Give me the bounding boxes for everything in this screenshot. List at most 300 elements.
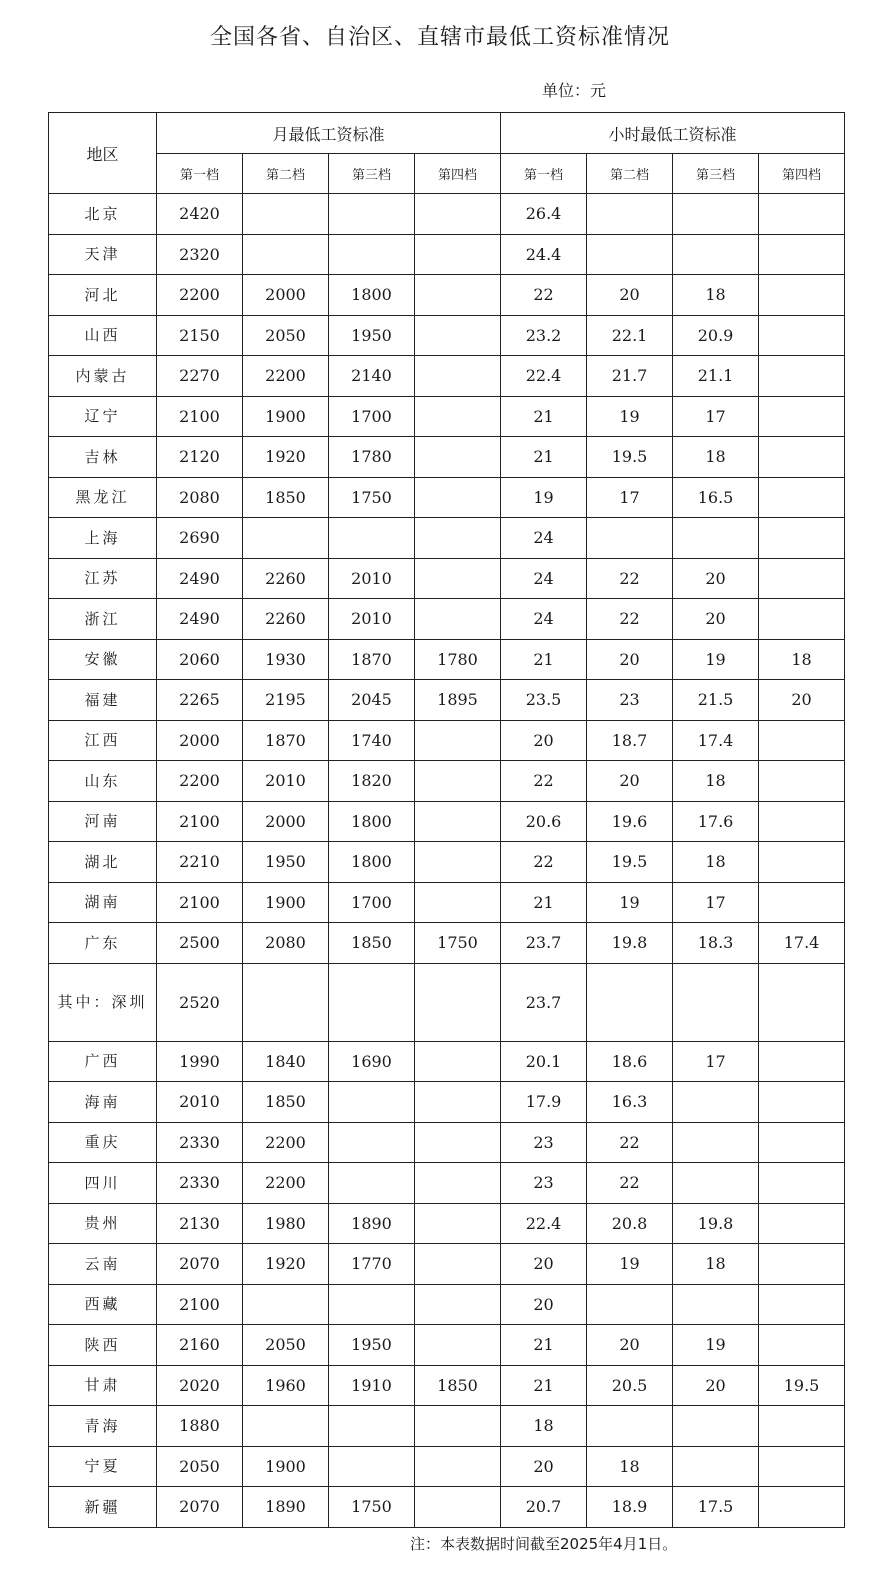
region-cell: 山西 bbox=[49, 315, 157, 356]
monthly-tier-3-cell bbox=[329, 1446, 415, 1487]
hourly-tier-3-cell: 21.5 bbox=[673, 680, 759, 721]
hourly-tier-4-cell bbox=[759, 1122, 845, 1163]
hourly-tier-2-cell: 21.7 bbox=[587, 356, 673, 397]
hourly-tier-4-cell bbox=[759, 882, 845, 923]
monthly-tier-3-cell bbox=[329, 1284, 415, 1325]
monthly-tier-4-cell: 1780 bbox=[415, 639, 501, 680]
table-row bbox=[49, 1446, 845, 1487]
header-region: 地区 bbox=[49, 113, 157, 194]
hourly-tier-1-cell: 22.4 bbox=[501, 356, 587, 397]
monthly-tier-4-cell bbox=[415, 234, 501, 275]
hourly-tier-3-cell: 19 bbox=[673, 1325, 759, 1366]
hourly-tier-1-cell: 23.5 bbox=[501, 680, 587, 721]
monthly-tier-3-cell: 1690 bbox=[329, 1041, 415, 1082]
monthly-tier-2-cell: 1950 bbox=[243, 842, 329, 883]
monthly-tier-1-cell: 1880 bbox=[157, 1406, 243, 1447]
region-cell: 江西 bbox=[49, 720, 157, 761]
monthly-tier-2-cell: 2200 bbox=[243, 356, 329, 397]
monthly-tier-3-cell: 1800 bbox=[329, 801, 415, 842]
hourly-tier-4-cell bbox=[759, 1041, 845, 1082]
hourly-tier-3-cell: 18 bbox=[673, 842, 759, 883]
monthly-tier-3-cell: 1800 bbox=[329, 275, 415, 316]
footnote: 注：本表数据时间截至2025年4月1日。 bbox=[410, 1535, 678, 1553]
hourly-tier-2-cell: 18.6 bbox=[587, 1041, 673, 1082]
monthly-tier-4-cell bbox=[415, 882, 501, 923]
region-cell: 重庆 bbox=[49, 1122, 157, 1163]
table-row bbox=[49, 1365, 845, 1406]
hourly-tier-1-cell: 21 bbox=[501, 1325, 587, 1366]
hourly-tier-1-cell: 22 bbox=[501, 842, 587, 883]
header-hourly-tier-2: 第二档 bbox=[587, 154, 673, 194]
region-cell: 四川 bbox=[49, 1163, 157, 1204]
hourly-tier-2-cell: 20 bbox=[587, 275, 673, 316]
table-row bbox=[49, 923, 845, 964]
hourly-tier-4-cell bbox=[759, 437, 845, 478]
table-row bbox=[49, 761, 845, 802]
monthly-tier-3-cell: 1950 bbox=[329, 1325, 415, 1366]
monthly-tier-1-cell: 2060 bbox=[157, 639, 243, 680]
minimum-wage-table bbox=[48, 112, 845, 1528]
monthly-tier-3-cell bbox=[329, 1082, 415, 1123]
monthly-tier-4-cell bbox=[415, 1487, 501, 1528]
hourly-tier-3-cell: 18 bbox=[673, 275, 759, 316]
header-monthly-tier-1: 第一档 bbox=[157, 154, 243, 194]
header-monthly-tier-3: 第三档 bbox=[329, 154, 415, 194]
hourly-tier-3-cell: 21.1 bbox=[673, 356, 759, 397]
monthly-tier-4-cell bbox=[415, 1446, 501, 1487]
hourly-tier-4-cell: 17.4 bbox=[759, 923, 845, 964]
monthly-tier-4-cell bbox=[415, 963, 501, 1041]
region-cell: 山东 bbox=[49, 761, 157, 802]
hourly-tier-2-cell: 22.1 bbox=[587, 315, 673, 356]
monthly-tier-2-cell bbox=[243, 1406, 329, 1447]
hourly-tier-3-cell: 18 bbox=[673, 437, 759, 478]
monthly-tier-2-cell bbox=[243, 234, 329, 275]
monthly-tier-4-cell bbox=[415, 1163, 501, 1204]
monthly-tier-3-cell: 1800 bbox=[329, 842, 415, 883]
monthly-tier-1-cell: 2000 bbox=[157, 720, 243, 761]
hourly-tier-1-cell: 18 bbox=[501, 1406, 587, 1447]
hourly-tier-4-cell bbox=[759, 396, 845, 437]
table-row bbox=[49, 396, 845, 437]
table-row bbox=[49, 801, 845, 842]
region-cell: 安徽 bbox=[49, 639, 157, 680]
hourly-tier-4-cell bbox=[759, 1082, 845, 1123]
monthly-tier-4-cell bbox=[415, 1041, 501, 1082]
monthly-tier-4-cell bbox=[415, 396, 501, 437]
hourly-tier-2-cell: 19.5 bbox=[587, 437, 673, 478]
monthly-tier-2-cell: 2050 bbox=[243, 315, 329, 356]
monthly-tier-2-cell: 1920 bbox=[243, 1244, 329, 1285]
table-row bbox=[49, 720, 845, 761]
monthly-tier-1-cell: 2490 bbox=[157, 558, 243, 599]
monthly-tier-3-cell bbox=[329, 963, 415, 1041]
monthly-tier-1-cell: 2100 bbox=[157, 801, 243, 842]
table-row bbox=[49, 1122, 845, 1163]
hourly-tier-3-cell: 18 bbox=[673, 1244, 759, 1285]
region-cell: 甘肃 bbox=[49, 1365, 157, 1406]
hourly-tier-4-cell bbox=[759, 1487, 845, 1528]
table-row bbox=[49, 1041, 845, 1082]
monthly-tier-1-cell: 2070 bbox=[157, 1244, 243, 1285]
hourly-tier-2-cell: 22 bbox=[587, 1122, 673, 1163]
monthly-tier-4-cell bbox=[415, 1406, 501, 1447]
table-row bbox=[49, 1163, 845, 1204]
table-row bbox=[49, 315, 845, 356]
region-cell: 内蒙古 bbox=[49, 356, 157, 397]
hourly-tier-1-cell: 22 bbox=[501, 275, 587, 316]
monthly-tier-4-cell bbox=[415, 1122, 501, 1163]
hourly-tier-3-cell: 20 bbox=[673, 558, 759, 599]
table-row bbox=[49, 437, 845, 478]
monthly-tier-3-cell bbox=[329, 194, 415, 235]
monthly-tier-4-cell bbox=[415, 842, 501, 883]
table-row bbox=[49, 1244, 845, 1285]
monthly-tier-1-cell: 2200 bbox=[157, 761, 243, 802]
monthly-tier-1-cell: 2320 bbox=[157, 234, 243, 275]
monthly-tier-3-cell: 1700 bbox=[329, 396, 415, 437]
hourly-tier-2-cell: 20 bbox=[587, 1325, 673, 1366]
hourly-tier-1-cell: 24.4 bbox=[501, 234, 587, 275]
hourly-tier-2-cell: 18.9 bbox=[587, 1487, 673, 1528]
header-monthly: 月最低工资标准 bbox=[157, 113, 501, 154]
hourly-tier-1-cell: 20 bbox=[501, 1284, 587, 1325]
monthly-tier-2-cell: 1850 bbox=[243, 1082, 329, 1123]
hourly-tier-2-cell: 19 bbox=[587, 882, 673, 923]
monthly-tier-1-cell: 2020 bbox=[157, 1365, 243, 1406]
hourly-tier-2-cell: 22 bbox=[587, 1163, 673, 1204]
monthly-tier-4-cell bbox=[415, 761, 501, 802]
monthly-tier-4-cell bbox=[415, 477, 501, 518]
table-row bbox=[49, 518, 845, 559]
monthly-tier-3-cell: 2010 bbox=[329, 599, 415, 640]
region-cell: 河南 bbox=[49, 801, 157, 842]
monthly-tier-2-cell: 1850 bbox=[243, 477, 329, 518]
hourly-tier-2-cell: 19.5 bbox=[587, 842, 673, 883]
monthly-tier-2-cell bbox=[243, 963, 329, 1041]
hourly-tier-4-cell bbox=[759, 599, 845, 640]
monthly-tier-1-cell: 2500 bbox=[157, 923, 243, 964]
hourly-tier-1-cell: 20 bbox=[501, 1244, 587, 1285]
hourly-tier-2-cell bbox=[587, 518, 673, 559]
monthly-tier-1-cell: 2120 bbox=[157, 437, 243, 478]
monthly-tier-1-cell: 2050 bbox=[157, 1446, 243, 1487]
region-cell: 福建 bbox=[49, 680, 157, 721]
monthly-tier-3-cell: 1950 bbox=[329, 315, 415, 356]
hourly-tier-3-cell bbox=[673, 1122, 759, 1163]
monthly-tier-4-cell bbox=[415, 720, 501, 761]
table-row bbox=[49, 639, 845, 680]
hourly-tier-3-cell: 20 bbox=[673, 1365, 759, 1406]
hourly-tier-1-cell: 23 bbox=[501, 1163, 587, 1204]
hourly-tier-2-cell: 19.8 bbox=[587, 923, 673, 964]
hourly-tier-4-cell bbox=[759, 720, 845, 761]
hourly-tier-1-cell: 24 bbox=[501, 599, 587, 640]
hourly-tier-1-cell: 21 bbox=[501, 1365, 587, 1406]
header-monthly-tier-4: 第四档 bbox=[415, 154, 501, 194]
monthly-tier-3-cell: 1770 bbox=[329, 1244, 415, 1285]
monthly-tier-1-cell: 2490 bbox=[157, 599, 243, 640]
hourly-tier-3-cell: 17.6 bbox=[673, 801, 759, 842]
unit-label: 单位：元 bbox=[542, 81, 607, 100]
monthly-tier-1-cell: 2420 bbox=[157, 194, 243, 235]
hourly-tier-4-cell: 20 bbox=[759, 680, 845, 721]
monthly-tier-1-cell: 2330 bbox=[157, 1163, 243, 1204]
hourly-tier-3-cell: 17 bbox=[673, 1041, 759, 1082]
hourly-tier-3-cell bbox=[673, 1284, 759, 1325]
hourly-tier-2-cell: 19 bbox=[587, 396, 673, 437]
table-row bbox=[49, 1284, 845, 1325]
monthly-tier-2-cell: 2200 bbox=[243, 1163, 329, 1204]
region-cell: 海南 bbox=[49, 1082, 157, 1123]
table-row bbox=[49, 680, 845, 721]
region-cell: 湖北 bbox=[49, 842, 157, 883]
hourly-tier-2-cell bbox=[587, 234, 673, 275]
hourly-tier-4-cell bbox=[759, 842, 845, 883]
hourly-tier-3-cell: 18 bbox=[673, 761, 759, 802]
monthly-tier-4-cell: 1895 bbox=[415, 680, 501, 721]
monthly-tier-3-cell: 1780 bbox=[329, 437, 415, 478]
hourly-tier-4-cell bbox=[759, 801, 845, 842]
region-cell: 天津 bbox=[49, 234, 157, 275]
region-cell: 其中：深圳 bbox=[49, 963, 157, 1041]
hourly-tier-4-cell bbox=[759, 315, 845, 356]
monthly-tier-1-cell: 1990 bbox=[157, 1041, 243, 1082]
table-row bbox=[49, 1487, 845, 1528]
monthly-tier-2-cell: 1840 bbox=[243, 1041, 329, 1082]
monthly-tier-1-cell: 2160 bbox=[157, 1325, 243, 1366]
hourly-tier-4-cell bbox=[759, 1325, 845, 1366]
table-row bbox=[49, 1082, 845, 1123]
hourly-tier-3-cell: 17.5 bbox=[673, 1487, 759, 1528]
hourly-tier-1-cell: 22 bbox=[501, 761, 587, 802]
region-cell: 贵州 bbox=[49, 1203, 157, 1244]
monthly-tier-2-cell: 1900 bbox=[243, 882, 329, 923]
hourly-tier-3-cell bbox=[673, 1406, 759, 1447]
hourly-tier-1-cell: 20.7 bbox=[501, 1487, 587, 1528]
hourly-tier-4-cell bbox=[759, 1163, 845, 1204]
hourly-tier-2-cell: 20 bbox=[587, 761, 673, 802]
monthly-tier-3-cell: 1820 bbox=[329, 761, 415, 802]
region-cell: 宁夏 bbox=[49, 1446, 157, 1487]
table-body bbox=[49, 194, 845, 1528]
hourly-tier-3-cell: 19.8 bbox=[673, 1203, 759, 1244]
monthly-tier-1-cell: 2150 bbox=[157, 315, 243, 356]
hourly-tier-2-cell: 20.5 bbox=[587, 1365, 673, 1406]
region-cell: 上海 bbox=[49, 518, 157, 559]
monthly-tier-1-cell: 2270 bbox=[157, 356, 243, 397]
monthly-tier-3-cell bbox=[329, 234, 415, 275]
hourly-tier-2-cell bbox=[587, 963, 673, 1041]
table-row bbox=[49, 234, 845, 275]
region-cell: 西藏 bbox=[49, 1284, 157, 1325]
monthly-tier-3-cell: 2140 bbox=[329, 356, 415, 397]
table-row bbox=[49, 1203, 845, 1244]
monthly-tier-2-cell: 2200 bbox=[243, 1122, 329, 1163]
hourly-tier-1-cell: 23.7 bbox=[501, 923, 587, 964]
monthly-tier-1-cell: 2210 bbox=[157, 842, 243, 883]
monthly-tier-2-cell: 2000 bbox=[243, 275, 329, 316]
monthly-tier-4-cell bbox=[415, 1203, 501, 1244]
monthly-tier-2-cell bbox=[243, 1284, 329, 1325]
monthly-tier-2-cell: 2010 bbox=[243, 761, 329, 802]
hourly-tier-4-cell bbox=[759, 761, 845, 802]
table-row bbox=[49, 842, 845, 883]
monthly-tier-4-cell bbox=[415, 356, 501, 397]
hourly-tier-2-cell: 19.6 bbox=[587, 801, 673, 842]
hourly-tier-3-cell: 17 bbox=[673, 396, 759, 437]
hourly-tier-2-cell: 19 bbox=[587, 1244, 673, 1285]
monthly-tier-1-cell: 2330 bbox=[157, 1122, 243, 1163]
hourly-tier-2-cell: 18.7 bbox=[587, 720, 673, 761]
monthly-tier-1-cell: 2100 bbox=[157, 882, 243, 923]
monthly-tier-3-cell bbox=[329, 518, 415, 559]
hourly-tier-2-cell: 22 bbox=[587, 558, 673, 599]
table-row bbox=[49, 558, 845, 599]
monthly-tier-1-cell: 2010 bbox=[157, 1082, 243, 1123]
hourly-tier-2-cell: 18 bbox=[587, 1446, 673, 1487]
table-row bbox=[49, 1406, 845, 1447]
monthly-tier-1-cell: 2265 bbox=[157, 680, 243, 721]
hourly-tier-2-cell: 20 bbox=[587, 639, 673, 680]
hourly-tier-1-cell: 23.2 bbox=[501, 315, 587, 356]
table-row bbox=[49, 599, 845, 640]
monthly-tier-1-cell: 2130 bbox=[157, 1203, 243, 1244]
monthly-tier-4-cell bbox=[415, 275, 501, 316]
header-monthly-tier-2: 第二档 bbox=[243, 154, 329, 194]
monthly-tier-4-cell bbox=[415, 1284, 501, 1325]
hourly-tier-4-cell bbox=[759, 558, 845, 599]
monthly-tier-2-cell: 2260 bbox=[243, 558, 329, 599]
monthly-tier-2-cell: 1930 bbox=[243, 639, 329, 680]
hourly-tier-1-cell: 23.7 bbox=[501, 963, 587, 1041]
table-row bbox=[49, 1325, 845, 1366]
monthly-tier-2-cell bbox=[243, 518, 329, 559]
monthly-tier-1-cell: 2200 bbox=[157, 275, 243, 316]
table-row bbox=[49, 194, 845, 235]
hourly-tier-2-cell bbox=[587, 194, 673, 235]
hourly-tier-4-cell bbox=[759, 275, 845, 316]
header-hourly-tier-3: 第三档 bbox=[673, 154, 759, 194]
region-cell: 云南 bbox=[49, 1244, 157, 1285]
monthly-tier-4-cell bbox=[415, 558, 501, 599]
monthly-tier-2-cell: 1870 bbox=[243, 720, 329, 761]
monthly-tier-4-cell bbox=[415, 1325, 501, 1366]
monthly-tier-3-cell: 1750 bbox=[329, 477, 415, 518]
hourly-tier-4-cell bbox=[759, 194, 845, 235]
hourly-tier-3-cell bbox=[673, 1082, 759, 1123]
monthly-tier-1-cell: 2100 bbox=[157, 396, 243, 437]
region-cell: 广东 bbox=[49, 923, 157, 964]
region-cell: 新疆 bbox=[49, 1487, 157, 1528]
hourly-tier-4-cell bbox=[759, 1284, 845, 1325]
hourly-tier-3-cell: 16.5 bbox=[673, 477, 759, 518]
monthly-tier-3-cell: 1870 bbox=[329, 639, 415, 680]
monthly-tier-4-cell bbox=[415, 437, 501, 478]
hourly-tier-1-cell: 20 bbox=[501, 720, 587, 761]
monthly-tier-2-cell: 1900 bbox=[243, 1446, 329, 1487]
hourly-tier-1-cell: 21 bbox=[501, 882, 587, 923]
region-cell: 青海 bbox=[49, 1406, 157, 1447]
hourly-tier-3-cell: 19 bbox=[673, 639, 759, 680]
region-cell: 湖南 bbox=[49, 882, 157, 923]
hourly-tier-4-cell bbox=[759, 1406, 845, 1447]
hourly-tier-1-cell: 20.6 bbox=[501, 801, 587, 842]
page-title: 全国各省、自治区、直辖市最低工资标准情况 bbox=[209, 25, 670, 50]
monthly-tier-1-cell: 2690 bbox=[157, 518, 243, 559]
hourly-tier-2-cell bbox=[587, 1284, 673, 1325]
monthly-tier-3-cell: 1850 bbox=[329, 923, 415, 964]
monthly-tier-3-cell: 1890 bbox=[329, 1203, 415, 1244]
hourly-tier-1-cell: 20.1 bbox=[501, 1041, 587, 1082]
region-cell: 北京 bbox=[49, 194, 157, 235]
table-row bbox=[49, 963, 845, 1041]
monthly-tier-2-cell: 2050 bbox=[243, 1325, 329, 1366]
hourly-tier-1-cell: 23 bbox=[501, 1122, 587, 1163]
hourly-tier-4-cell bbox=[759, 1203, 845, 1244]
hourly-tier-2-cell: 23 bbox=[587, 680, 673, 721]
hourly-tier-1-cell: 22.4 bbox=[501, 1203, 587, 1244]
monthly-tier-2-cell: 2260 bbox=[243, 599, 329, 640]
monthly-tier-2-cell bbox=[243, 194, 329, 235]
hourly-tier-1-cell: 26.4 bbox=[501, 194, 587, 235]
hourly-tier-1-cell: 24 bbox=[501, 518, 587, 559]
hourly-tier-3-cell bbox=[673, 234, 759, 275]
monthly-tier-3-cell: 2010 bbox=[329, 558, 415, 599]
hourly-tier-4-cell bbox=[759, 1244, 845, 1285]
hourly-tier-2-cell: 16.3 bbox=[587, 1082, 673, 1123]
hourly-tier-1-cell: 20 bbox=[501, 1446, 587, 1487]
region-cell: 广西 bbox=[49, 1041, 157, 1082]
monthly-tier-4-cell bbox=[415, 801, 501, 842]
region-cell: 江苏 bbox=[49, 558, 157, 599]
hourly-tier-3-cell: 20 bbox=[673, 599, 759, 640]
monthly-tier-1-cell: 2100 bbox=[157, 1284, 243, 1325]
monthly-tier-2-cell: 1980 bbox=[243, 1203, 329, 1244]
hourly-tier-4-cell: 18 bbox=[759, 639, 845, 680]
hourly-tier-4-cell bbox=[759, 1446, 845, 1487]
monthly-tier-4-cell bbox=[415, 1082, 501, 1123]
region-cell: 浙江 bbox=[49, 599, 157, 640]
monthly-tier-1-cell: 2080 bbox=[157, 477, 243, 518]
hourly-tier-3-cell bbox=[673, 963, 759, 1041]
hourly-tier-1-cell: 24 bbox=[501, 558, 587, 599]
hourly-tier-3-cell: 17 bbox=[673, 882, 759, 923]
monthly-tier-2-cell: 2195 bbox=[243, 680, 329, 721]
hourly-tier-4-cell bbox=[759, 234, 845, 275]
monthly-tier-3-cell: 1700 bbox=[329, 882, 415, 923]
monthly-tier-4-cell: 1750 bbox=[415, 923, 501, 964]
hourly-tier-4-cell bbox=[759, 356, 845, 397]
hourly-tier-2-cell: 20.8 bbox=[587, 1203, 673, 1244]
region-cell: 河北 bbox=[49, 275, 157, 316]
table-row bbox=[49, 275, 845, 316]
monthly-tier-2-cell: 2080 bbox=[243, 923, 329, 964]
monthly-tier-2-cell: 1920 bbox=[243, 437, 329, 478]
monthly-tier-1-cell: 2070 bbox=[157, 1487, 243, 1528]
hourly-tier-3-cell bbox=[673, 194, 759, 235]
table-row bbox=[49, 882, 845, 923]
monthly-tier-2-cell: 1900 bbox=[243, 396, 329, 437]
hourly-tier-1-cell: 19 bbox=[501, 477, 587, 518]
monthly-tier-4-cell bbox=[415, 599, 501, 640]
header-hourly-tier-1: 第一档 bbox=[501, 154, 587, 194]
hourly-tier-1-cell: 17.9 bbox=[501, 1082, 587, 1123]
monthly-tier-2-cell: 1960 bbox=[243, 1365, 329, 1406]
monthly-tier-4-cell bbox=[415, 194, 501, 235]
monthly-tier-1-cell: 2520 bbox=[157, 963, 243, 1041]
monthly-tier-3-cell: 1750 bbox=[329, 1487, 415, 1528]
